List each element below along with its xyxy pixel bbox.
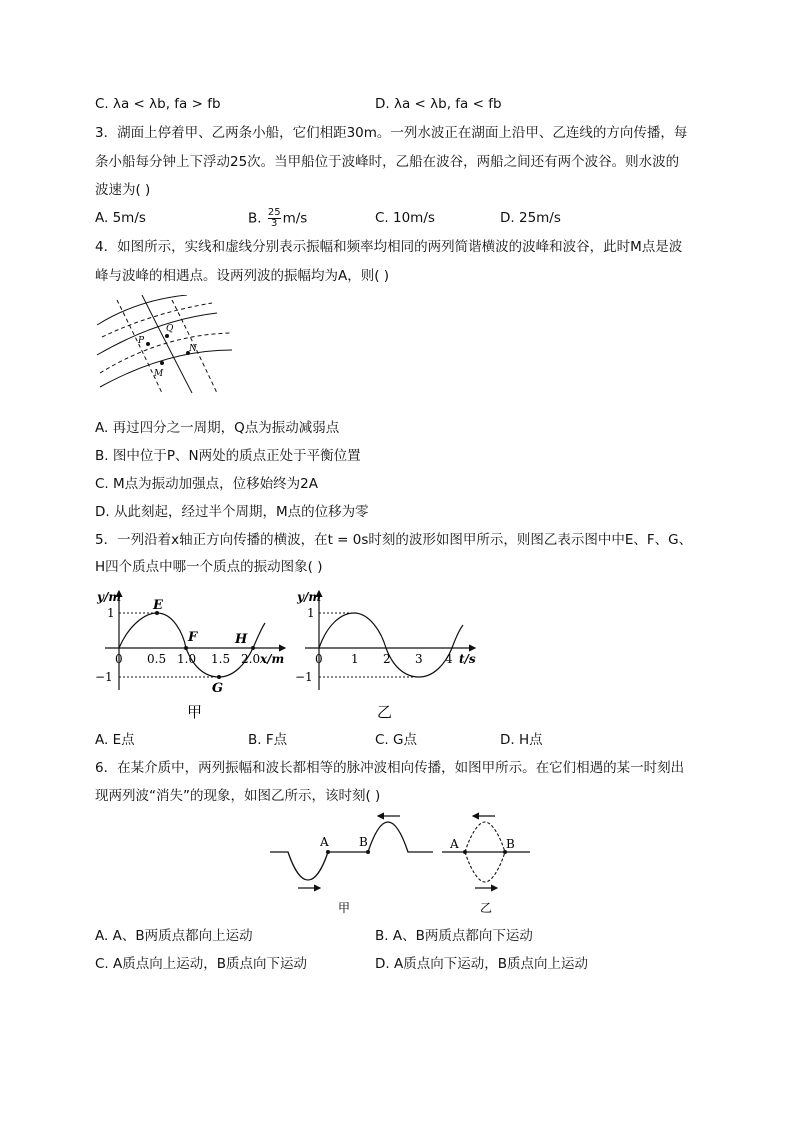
q4-stem-line2: 峰与波峰的相遇点。设两列波的振幅均为A，则( )	[95, 268, 390, 284]
q6-stem-line2: 现两列波“消失”的现象，如图乙所示，该时刻( )	[95, 788, 381, 804]
q4-option-d: D. 从此刻起，经过半个周期，M点的位移为零	[95, 504, 369, 520]
q4-point-p	[146, 342, 150, 346]
q6a-label-b: B	[359, 835, 368, 849]
q4-interference-figure	[92, 295, 242, 395]
q5b-tick-3: 3	[415, 652, 423, 666]
q6a-caption: 甲	[338, 901, 351, 915]
q4-trough-arc-3	[117, 300, 162, 393]
q6b-dashed-upper	[465, 822, 505, 852]
q6a-label-a: A	[320, 835, 329, 849]
q3-option-b-prefix: B.	[248, 210, 262, 227]
q5a-point-g	[217, 675, 221, 679]
q5-wave-graph-jia	[95, 585, 295, 725]
q5b-xlabel: t/s	[459, 652, 476, 666]
q4-trough-arc-2	[100, 333, 230, 373]
q4-trough-arc-1	[102, 303, 212, 337]
q4-option-b: B. 图中位于P、N两处的质点正处于平衡位置	[95, 448, 361, 464]
q3-stem-line3: 波速为( )	[95, 182, 151, 198]
q5-vibration-graph-yi	[295, 585, 480, 725]
q5a-tick-1-5: 1.5	[211, 652, 231, 666]
q5a-tick-2-0: 2.0	[241, 652, 261, 666]
q3-option-b	[248, 208, 307, 229]
q6-option-c: C. A质点向上运动，B质点向下运动	[95, 956, 308, 972]
q6b-dashed-lower	[465, 852, 505, 882]
q5a-label-h: H	[235, 632, 248, 647]
q5b-ym1: −1	[295, 670, 313, 684]
q4-crest-arc-3	[100, 350, 232, 387]
q5b-vibration-curve	[319, 613, 463, 677]
q6-option-d: D. A质点向下运动，B质点向上运动	[375, 956, 588, 972]
q5b-ylabel: y/m	[297, 590, 322, 604]
q6-stem-line1: 6．在某介质中，两列振幅和波长都相等的脉冲波相向传播，如图甲所示。在它们相遇的某一时刻出	[95, 760, 685, 776]
q6-option-a: A. A、B两质点都向上运动	[95, 928, 253, 944]
q5-stem-line1: 5．一列沿着x轴正方向传播的横波，在t = 0s时刻的波形如图甲所示，则图乙表示图中中E、F、G、	[95, 532, 693, 548]
q5-option-c: C. G点	[375, 732, 417, 748]
q5a-point-h	[251, 646, 255, 650]
q4-point-m	[160, 361, 164, 365]
q4-label-m: M	[154, 369, 164, 379]
q6-option-b: B. A、B两质点都向下运动	[375, 928, 533, 944]
q5a-tick-1-0: 1.0	[177, 652, 197, 666]
q5a-tick-0-5: 0.5	[147, 652, 167, 666]
q6-pulses-figure-jia	[268, 812, 438, 922]
q5a-label-g: G	[212, 681, 224, 696]
q5b-zero: 0	[315, 652, 323, 666]
q5b-y1: 1	[307, 606, 315, 620]
q3-option-b-fraction	[268, 208, 281, 229]
q5b-caption: 乙	[377, 703, 393, 721]
q3-option-b-unit: m/s	[282, 210, 308, 227]
q6b-label-b: B	[506, 837, 515, 851]
q5a-point-f	[184, 646, 188, 650]
q3-stem-line1: 3．湖面上停着甲、乙两条小船，它们相距30m。一列水波正在湖面上沿甲、乙连线的方向传播，每	[95, 125, 688, 141]
q5b-tick-1: 1	[351, 652, 359, 666]
q3-option-c: C. 10m/s	[375, 210, 435, 226]
q4-label-p: P	[138, 336, 145, 346]
q5a-xlabel: x/m	[260, 652, 285, 666]
q6a-point-b	[366, 850, 370, 854]
q5-option-b: B. F点	[248, 732, 288, 748]
q6a-point-a	[326, 850, 330, 854]
q5a-ylabel: y/m	[97, 590, 122, 604]
q4-stem-line1: 4．如图所示，实线和虚线分别表示振幅和频率均相同的两列简谐横波的波峰和波谷，此时M点是波	[95, 239, 683, 255]
q2-option-c: C. λa < λb, fa > fb	[95, 96, 221, 112]
q3-stem-line2: 条小船每分钟上下浮动25次。当甲船位于波峰时，乙船在波谷，两船之间还有两个波谷。则水波的	[95, 154, 680, 170]
q4-option-c: C. M点为振动加强点，位移始终为2A	[95, 476, 318, 492]
q3-option-b-denominator: 3	[271, 218, 278, 229]
q6a-wave-line	[270, 822, 433, 880]
q3-option-a: A. 5m/s	[95, 210, 146, 226]
q5a-caption: 甲	[187, 703, 203, 721]
q5a-y1: 1	[107, 606, 115, 620]
q5-stem-line2: H四个质点中哪一个质点的振动图象( )	[95, 559, 323, 575]
q6b-label-a: A	[450, 837, 459, 851]
q4-label-n: N	[189, 344, 197, 354]
q4-option-a: A. 再过四分之一周期，Q点为振动减弱点	[95, 420, 340, 436]
q5a-label-f: F	[188, 630, 198, 645]
q6-pulses-figure-yi	[440, 812, 540, 922]
q6b-point-a	[463, 850, 467, 854]
q4-point-q	[165, 334, 169, 338]
q5a-label-e: E	[153, 598, 163, 613]
q3-option-b-numerator: 25	[267, 207, 281, 218]
q5a-ym1: −1	[95, 670, 113, 684]
q4-label-q: Q	[166, 324, 174, 334]
q5b-tick-4: 4	[445, 652, 453, 666]
q3-option-d: D. 25m/s	[500, 210, 561, 226]
q4-crest-arc-2	[97, 313, 217, 355]
q5-option-a: A. E点	[95, 732, 135, 748]
q5a-zero: 0	[115, 652, 123, 666]
q5-option-d: D. H点	[500, 732, 543, 748]
q5b-tick-2: 2	[383, 652, 391, 666]
q2-option-d: D. λa < λb, fa < fb	[375, 96, 502, 112]
q6b-caption: 乙	[480, 901, 493, 915]
